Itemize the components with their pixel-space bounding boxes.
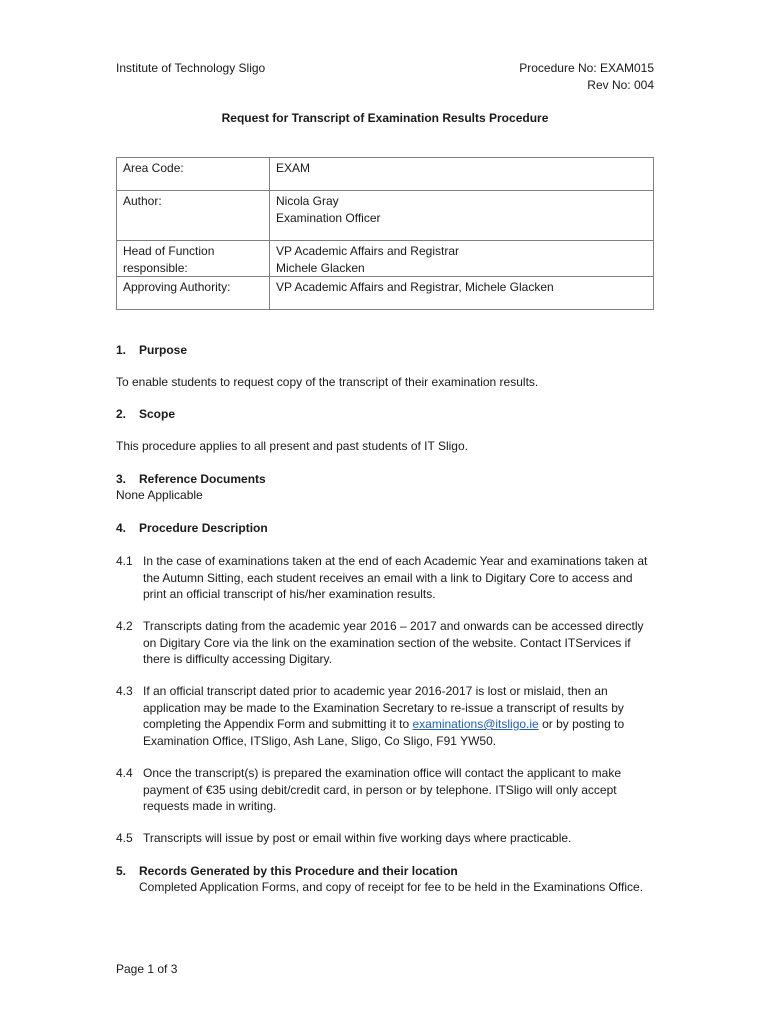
procedure-number: Procedure No: EXAM015 bbox=[519, 61, 654, 75]
procedure-item-4-3 bbox=[116, 683, 656, 749]
procedure-item-4-5 bbox=[116, 830, 656, 847]
document-title: Request for Transcript of Examination Results Procedure bbox=[221, 111, 549, 125]
item-number: 4.3 bbox=[116, 684, 133, 698]
section-number: 4. bbox=[116, 521, 127, 535]
section-heading: Scope bbox=[139, 407, 176, 421]
section-reference-text: None Applicable bbox=[116, 488, 203, 502]
table-row bbox=[117, 158, 654, 191]
section-scope-text: This procedure applies to all present and past students of IT Sligo. bbox=[116, 439, 468, 453]
item-text: Once the transcript(s) is prepared the examination office will contact the applicant to make payment of €35 using debit/credit card, in person or by telephone. ITSligo will only accept requests made in writing. bbox=[143, 766, 622, 813]
item-text bbox=[143, 683, 656, 749]
approving-authority-value: VP Academic Affairs and Registrar, Michele Glacken bbox=[270, 277, 654, 310]
head-of-function-label-line1: Head of Function bbox=[123, 244, 215, 258]
head-of-function-name: Michele Glacken bbox=[276, 260, 365, 275]
author-role: Examination Officer bbox=[276, 210, 381, 225]
author-label: Author: bbox=[117, 191, 270, 241]
head-of-function-label-line2: responsible: bbox=[123, 260, 188, 275]
item-number: 4.5 bbox=[116, 831, 133, 845]
table-row bbox=[117, 277, 654, 310]
table-row bbox=[117, 241, 654, 277]
item-number: 4.1 bbox=[116, 554, 133, 568]
section-purpose-heading bbox=[116, 342, 656, 359]
institute-name: Institute of Technology Sligo bbox=[116, 61, 266, 75]
section-reference-heading bbox=[116, 471, 656, 488]
section-records-text: Completed Application Forms, and copy of receipt for fee to be held in the Examinations Office. bbox=[139, 880, 644, 894]
section-heading: Purpose bbox=[139, 343, 188, 357]
procedure-item-4-4 bbox=[116, 765, 656, 815]
page-number: Page 1 of 3 bbox=[116, 962, 178, 976]
email-link[interactable]: examinations@itsligo.ie bbox=[412, 717, 539, 731]
item-text-before: If an official transcript dated prior to academic year 2016-2017 is lost or mislaid, then an application may be made to the Examination Secretary to re-issue a transcript of results by completing the Appendix Form and submitting it to bbox=[143, 684, 624, 731]
procedure-item-4-1 bbox=[116, 553, 656, 603]
section-records-heading bbox=[116, 863, 656, 880]
section-number: 2. bbox=[116, 407, 127, 421]
author-value bbox=[270, 191, 654, 241]
procedure-item-4-2 bbox=[116, 618, 656, 668]
section-number: 5. bbox=[116, 864, 127, 878]
head-of-function-label bbox=[117, 241, 270, 277]
table-row bbox=[117, 191, 654, 241]
section-number: 3. bbox=[116, 472, 127, 486]
item-text: In the case of examinations taken at the end of each Academic Year and examinations taken at the Autumn Sitting, each student receives an email with a link to Digitary Core to access and print an official transcript of his/her examination results. bbox=[143, 554, 648, 601]
item-number: 4.4 bbox=[116, 766, 133, 780]
section-heading: Reference Documents bbox=[139, 472, 266, 486]
head-of-function-role: VP Academic Affairs and Registrar bbox=[276, 244, 459, 258]
area-code-label: Area Code: bbox=[117, 158, 270, 191]
item-text: Transcripts will issue by post or email within five working days where practicable. bbox=[143, 831, 572, 845]
section-heading: Procedure Description bbox=[139, 521, 268, 535]
approving-authority-label: Approving Authority: bbox=[117, 277, 270, 310]
procedure-info-table bbox=[116, 157, 654, 310]
item-text-after: or by posting to Examination Office, ITSligo, Ash Lane, Sligo, Co Sligo, F91 YW50. bbox=[143, 717, 625, 748]
item-text: Transcripts dating from the academic year 2016 – 2017 and onwards can be accessed directly on Digitary Core via the link on the examination section of the website. Contact ITServices if there is difficulty accessing Digitary. bbox=[143, 619, 644, 666]
section-heading: Records Generated by this Procedure and their location bbox=[139, 864, 458, 878]
area-code-value: EXAM bbox=[270, 158, 654, 191]
section-purpose-text: To enable students to request copy of the transcript of their examination results. bbox=[116, 375, 539, 389]
author-name: Nicola Gray bbox=[276, 194, 339, 208]
head-of-function-value bbox=[270, 241, 654, 277]
item-number: 4.2 bbox=[116, 619, 133, 633]
revision-number: Rev No: 004 bbox=[587, 78, 654, 92]
section-number: 1. bbox=[116, 343, 127, 357]
section-scope-heading bbox=[116, 406, 656, 423]
section-procedure-heading bbox=[116, 520, 656, 537]
